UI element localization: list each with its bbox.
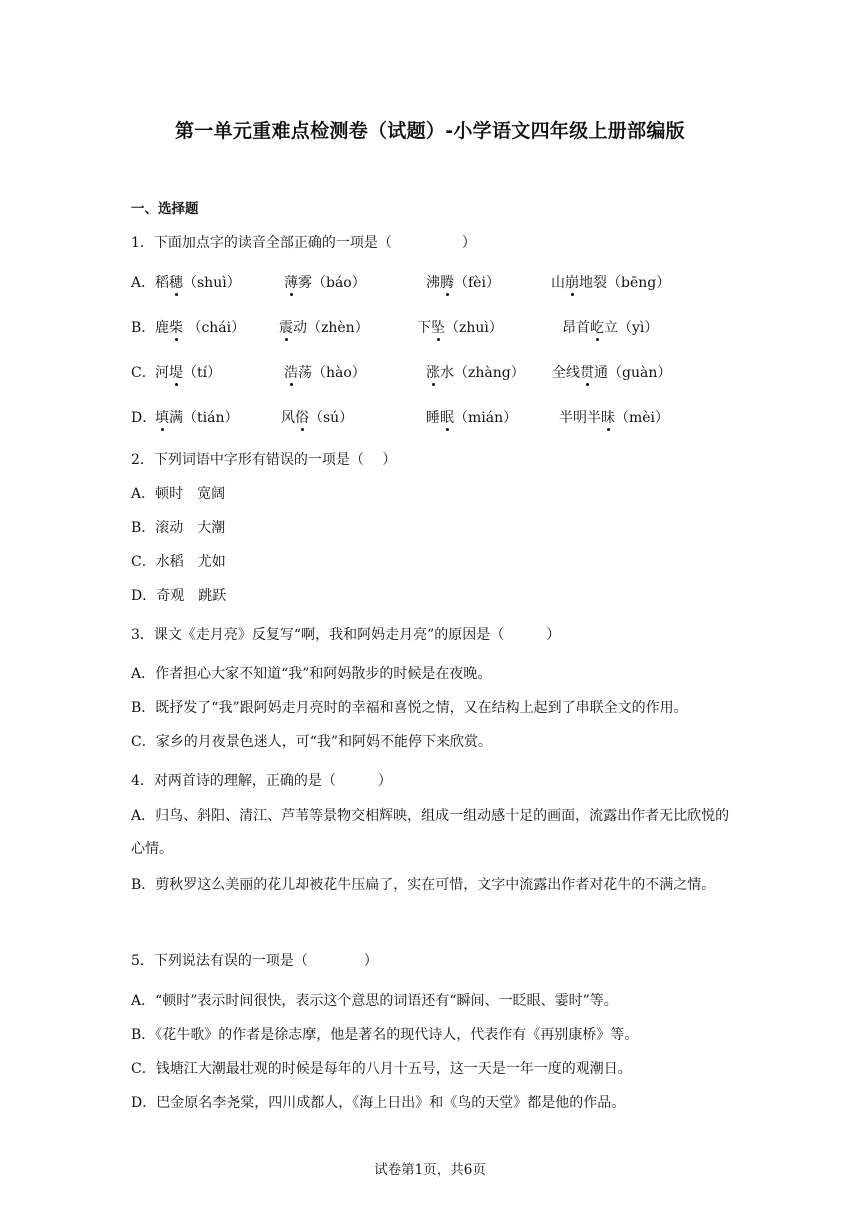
- question-5-option-d[interactable]: D．巴金原名李尧棠，四川成都人，《海上日出》和《鸟的天堂》都是他的作品。: [131, 1095, 626, 1111]
- question-1-stem: 1．下面加点字的读音全部正确的一项是（ ）: [131, 235, 476, 251]
- dotted-char: 震: [279, 317, 293, 337]
- dotted-char: 薄: [284, 272, 298, 292]
- question-5-option-c[interactable]: C．钱塘江大潮最壮观的时候是每年的八月十五号，这一天是一年一度的观潮日。: [131, 1061, 632, 1077]
- dotted-char: 涨: [426, 362, 440, 382]
- dotted-char: 填: [155, 407, 169, 427]
- option-item: 河堤（tí）: [155, 362, 221, 382]
- option-label: A．: [131, 275, 156, 291]
- question-4-option-a[interactable]: A．归鸟、斜阳、清江、芦苇等景物交相辉映，组成一组动感十足的画面，流露出作者无比欣悦的心情。: [131, 808, 730, 857]
- option-item: 鹿柴 （chái）: [155, 317, 245, 337]
- option-item: 震动（zhèn）: [279, 317, 369, 337]
- dotted-char: 俗: [295, 407, 309, 427]
- dotted-char: 昧: [601, 407, 615, 427]
- option-item: 昂首屹立（yì）: [562, 317, 658, 337]
- question-5-stem: 5．下列说法有误的一项是（ ）: [131, 953, 378, 969]
- question-1-option-c[interactable]: [131, 362, 751, 384]
- question-1-option-a[interactable]: [131, 272, 751, 294]
- question-2-option-c[interactable]: C．水稻 尤如: [131, 554, 226, 570]
- option-item: 薄雾（báo）: [284, 272, 366, 292]
- dotted-char: 崩: [565, 272, 579, 292]
- question-2-option-a[interactable]: A．顿时 宽阔: [131, 486, 226, 502]
- option-item: 填满（tián）: [155, 407, 238, 427]
- option-item: 半明半昧（mèi）: [559, 407, 669, 427]
- question-3-stem: 3．课文《走月亮》反复写“啊，我和阿妈走月亮”的原因是（ ）: [131, 627, 561, 643]
- option-label: B．: [131, 320, 156, 336]
- option-item: 下坠（zhuì）: [417, 317, 503, 337]
- dotted-char: 眠: [440, 407, 454, 427]
- dotted-char: 穗: [169, 272, 183, 292]
- dotted-char: 屹: [590, 317, 604, 337]
- question-1-option-d[interactable]: [131, 407, 751, 429]
- question-3-option-a[interactable]: A．作者担心大家不知道“我”和阿妈散步的时候是在夜晚。: [131, 666, 492, 682]
- dotted-char: 贯: [580, 362, 594, 382]
- option-item: 浩荡（hào）: [284, 362, 366, 382]
- option-item: 山崩地裂（bēng）: [551, 272, 670, 292]
- dotted-char: 堤: [169, 362, 183, 382]
- dotted-char: 浩: [284, 362, 298, 382]
- question-2-option-b[interactable]: B．滚动 大潮: [131, 520, 226, 536]
- question-3-option-c[interactable]: C．家乡的月夜景色迷人，可“我”和阿妈不能停下来欣赏。: [131, 734, 493, 750]
- question-4-stem: 4．对两首诗的理解，正确的是（ ）: [131, 773, 392, 789]
- question-5-option-a[interactable]: A．“顿时”表示时间很快，表示这个意思的词语还有“瞬间、一眨眼、霎时”等。: [131, 993, 618, 1009]
- option-label: D．: [131, 410, 157, 426]
- option-item: 涨水（zhàng）: [426, 362, 525, 382]
- exam-title: 第一单元重难点检测卷（试题）-小学语文四年级上册部编版: [175, 120, 685, 142]
- question-2-option-d[interactable]: D．奇观 跳跃: [131, 588, 227, 604]
- dotted-char: 腾: [440, 272, 454, 292]
- dotted-char: 柴: [169, 317, 183, 337]
- option-item: 稻穗（shuì）: [155, 272, 241, 292]
- question-5-option-b[interactable]: B．《花牛歌》的作者是徐志摩，他是著名的现代诗人，代表作有《再别康桥》等。: [131, 1027, 639, 1043]
- section-heading: 一、选择题: [131, 201, 199, 217]
- option-item: 全线贯通（guàn）: [552, 362, 671, 382]
- option-item: 风俗（sú）: [281, 407, 353, 427]
- question-3-option-b[interactable]: B．既抒发了“我”跟阿妈走月亮时的幸福和喜悦之情，又在结构上起到了串联全文的作用。: [131, 700, 688, 716]
- option-item: 沸腾（fèi）: [426, 272, 500, 292]
- dotted-char: 坠: [431, 317, 445, 337]
- question-4-option-b[interactable]: B．剪秋罗这么美丽的花儿却被花牛压扁了，实在可惜，文字中流露出作者对花牛的不满之情。: [131, 877, 716, 893]
- option-label: C．: [131, 365, 156, 381]
- option-item: 睡眠（mián）: [426, 407, 517, 427]
- question-1-option-b[interactable]: [131, 317, 751, 339]
- page-footer: 试卷第1页，共6页: [374, 1162, 486, 1178]
- question-2-stem: 2．下列词语中字形有错误的一项是（ ）: [131, 452, 397, 468]
